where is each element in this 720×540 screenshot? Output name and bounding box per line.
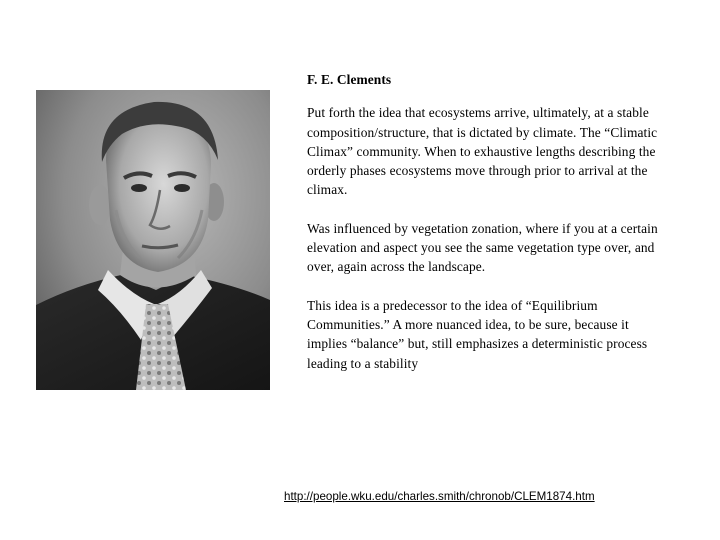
ear-left: [89, 185, 111, 225]
source-link[interactable]: http://people.wku.edu/charles.smith/chronob/CLEM1874.htm: [284, 490, 595, 503]
eye-left: [131, 184, 147, 192]
eye-right: [174, 184, 190, 192]
paragraph-equilibrium-communities: This idea is a predecessor to the idea of “Equilibrium Communities.” A more nuanced idea, to be sure, because it implies “balance” but, still emphasizes a deterministic process leading to a stability: [307, 297, 648, 371]
biography-text: [307, 70, 667, 392]
portrait-illustration: [36, 90, 270, 390]
paragraph-climatic-climax: Put forth the idea that ecosystems arrive, ultimately, at a stable composition/structure, that is dictated by climate. The “Climatic Climax” community. When to exhaustive lengths describing the orderly phases ecosystems move through prior to arrival at the climax.: [307, 105, 658, 198]
paragraph-vegetation-zonation: Was influenced by vegetation zonation, where if you at a certain elevation and aspect you see the same vegetation type over, and over, again across the landscape.: [307, 220, 658, 275]
page-title: F. E. Clements: [307, 72, 392, 87]
portrait-photo: [36, 90, 270, 390]
